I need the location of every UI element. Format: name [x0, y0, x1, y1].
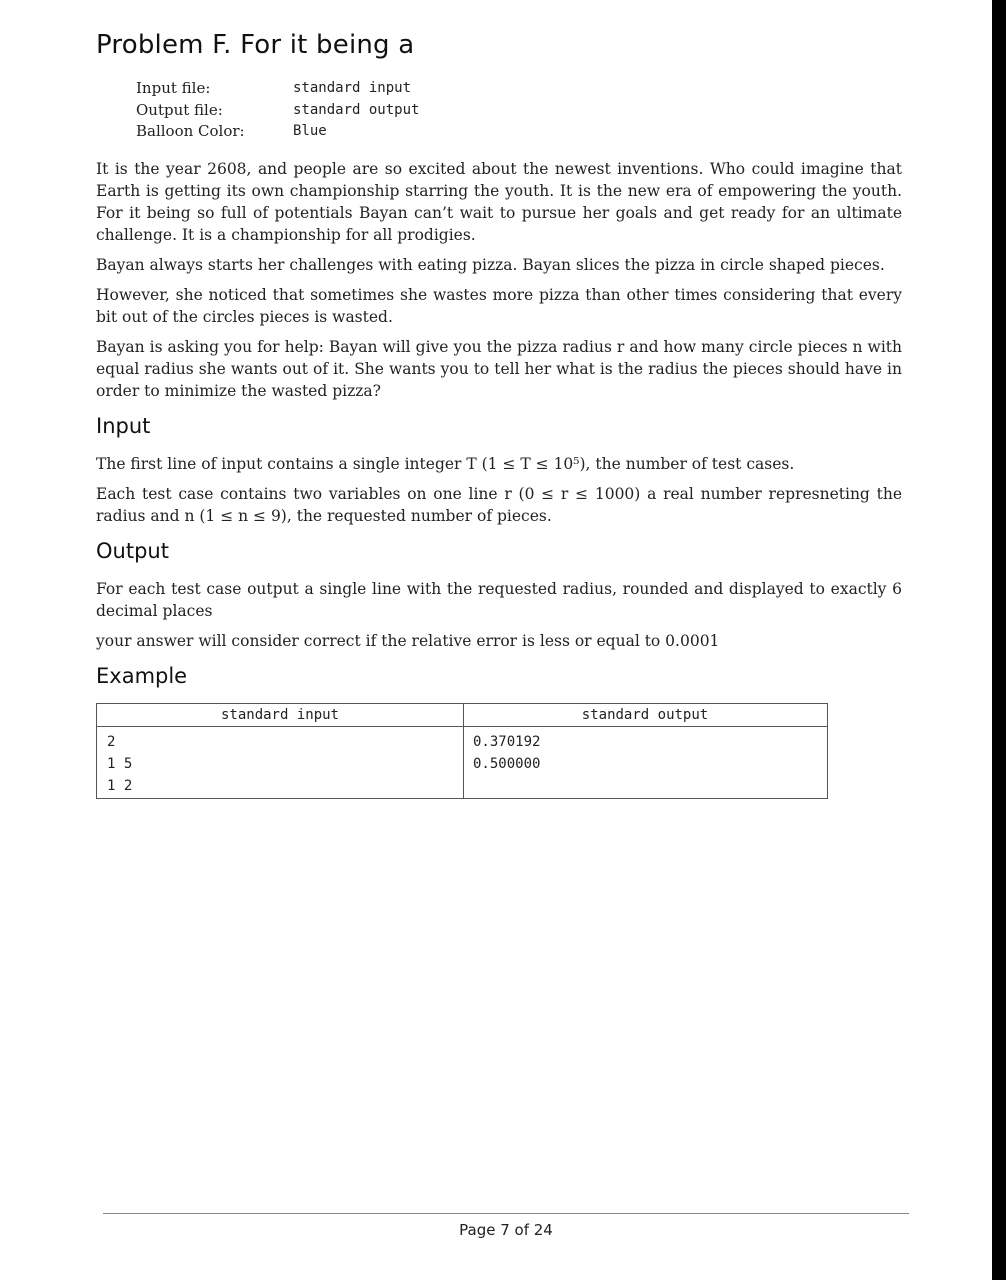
statement-paragraph-3: [96, 284, 902, 328]
meta-label: Input file:: [136, 79, 211, 97]
output-paragraph-2: [96, 630, 902, 652]
example-heading: Example: [96, 664, 188, 688]
meta-row-balloon-color: [136, 121, 419, 143]
problem-title: Problem F. For it being a: [96, 30, 415, 60]
example-table: [96, 703, 828, 799]
meta-value: standard output: [293, 101, 420, 118]
meta-row-input-file: [136, 78, 419, 100]
example-output-data: 0.370192 0.500000: [473, 734, 541, 772]
statement-paragraph-1: [96, 158, 902, 246]
statement-paragraph-2: [96, 254, 902, 276]
example-output-column: [463, 704, 827, 798]
output-text: your answer will consider correct if the relative error is less or equal to 0.0001: [96, 632, 720, 650]
statement-paragraph-4: [96, 336, 902, 402]
meta-label: Balloon Color:: [136, 122, 245, 140]
input-text: Each test case contains two variables on one line r (0 ≤ r ≤ 1000) a real number represneting the radius and n (1 ≤ n ≤ 9), the requested number of pieces.: [96, 485, 902, 525]
example-output-header: standard output: [463, 704, 827, 727]
input-paragraph-1: [96, 453, 902, 475]
statement-text: Bayan is asking you for help: Bayan will give you the pizza radius r and how many circle pieces n with equal radius she wants out of it. She wants you to tell her what is the radius the pieces should have in order to minimize the wasted pizza?: [96, 338, 902, 400]
statement-text: It is the year 2608, and people are so excited about the newest inventions. Who could imagine that Earth is getting its own championship starring the youth. It is the new era of empowering the youth. For it being so full of potentials Bayan can’t wait to pursue her goals and get ready for an ultimate challenge. It is a championship for all prodigies.: [96, 160, 902, 244]
input-heading: Input: [96, 414, 151, 438]
statement-text: However, she noticed that sometimes she wastes more pizza than other times considering that every bit out of the circles pieces is wasted.: [96, 286, 902, 326]
example-input-header: standard input: [97, 704, 463, 727]
output-paragraph-1: [96, 578, 902, 622]
output-heading: Output: [96, 539, 169, 563]
input-text: The first line of input contains a single integer T (1 ≤ T ≤ 10⁵), the number of test cases.: [96, 455, 795, 473]
page-number: Page 7 of 24: [459, 1221, 553, 1239]
problem-meta: [136, 78, 419, 143]
statement-text: Bayan always starts her challenges with eating pizza. Bayan slices the pizza in circle shaped pieces.: [96, 256, 885, 274]
footer-divider: [103, 1213, 909, 1214]
meta-value: Blue: [293, 123, 327, 139]
input-paragraph-2: [96, 483, 902, 527]
example-input-column: [97, 704, 464, 798]
meta-label: Output file:: [136, 100, 223, 119]
output-text: For each test case output a single line with the requested radius, rounded and displayed to exactly 6 decimal places: [96, 580, 902, 620]
meta-row-output-file: [136, 100, 419, 122]
meta-value: standard input: [293, 80, 412, 96]
example-input-data: 2 1 5 1 2: [107, 734, 133, 794]
